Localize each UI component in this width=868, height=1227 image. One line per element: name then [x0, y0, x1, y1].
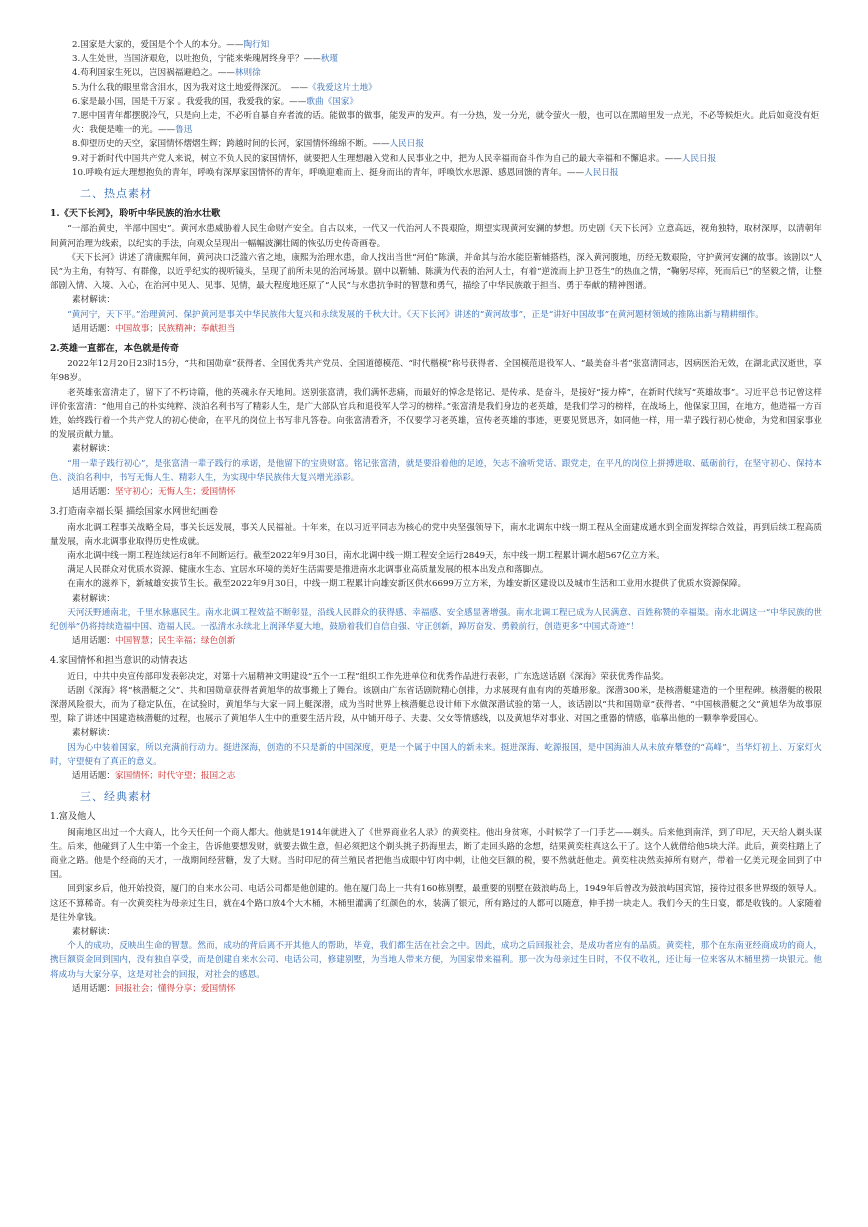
body-paragraph: 在南水的滋养下，新城雄安拔节生长。截至2022年9月30日，中线一期工程累计向雄安新区供水6699万立方米，为雄安新区建设以及城市生活和工业用水提供了优质水资源保障。	[67, 579, 747, 590]
topic-line	[50, 485, 822, 499]
item-number: 2.	[50, 343, 60, 355]
body-paragraph: 南水北调中线一期工程连续运行8年不间断运行。截至2022年9月30日，南水北调中线一期工程安全运行2849天，东中线一期工程累计调水超567亿立方米。	[67, 550, 665, 561]
interpretation-text: 个人的成功，反映出生命的智慧。然而，成功的背后离不开其他人的帮助，毕竟，我们都生活在社会之中。因此，成功之后回报社会，是成功者应有的品质。黄奕柱，那个在东南亚经商成功的商人，携巨额资金回到国内，没有独自享受，而是创建自来水公司、电话公司，修建别墅，为当地人带来方便，为国家带来福利。那一次为母亲过生日时，不仅不收礼，还让每一位来客从木桶里捞一块银元。他将成功与大家分享，这是对社会的回报，对社会的感恩。	[50, 941, 822, 980]
body-paragraph: 满足人民群众对优质水资源、健康水生态、宜居水环境的美好生活需要是推进南水北调事业高质量发展的根本出发点和落脚点。	[67, 565, 549, 576]
section-heading: 三、经典素材	[80, 790, 152, 804]
topic-label: 适用话题：	[72, 770, 115, 781]
quote-item	[50, 66, 822, 80]
topic-label: 适用话题：	[72, 323, 115, 334]
interpretation-text: 天河沃野通南北，千里水脉惠民生。南水北调工程效益不断彰显，沿线人民群众的获得感、幸福感、安全感显著增强。南水北调工程已成为人民满意、百姓称赞的幸福渠。南水北调这一“中华民族的世纪创举”仍将持续造福中国、造福人民。一泓清水永续北上润泽华夏大地，鼓励着我们自信自强、守正创新，踔厉奋发、勇毅前行，创造更多“中国式奇迹”！	[50, 607, 822, 632]
quote-item	[50, 152, 822, 166]
body-paragraph: 南水北调工程事关战略全局，事关长远发展，事关人民福祉。十年来，在以习近平同志为核心的党中央坚强领导下，南水北调东中线一期工程从全面建成通水到全面发挥综合效益，再到后续工程高质量发展，南水北调事业取得历史性成就。	[50, 522, 822, 547]
body-paragraph: 话剧《深海》将“核潜艇之父”、共和国勋章获得者黄旭华的故事搬上了舞台。该剧由广东省话剧院精心创排，力求展现有血有肉的英雄形象。深潜300米，是核潜艇建造的一个里程碑。核潜艇的极限深潜风险很大，而为了稳定队伍，在试验时，黄旭华与大家一同上艇深潜，成为当时世界上核潜艇总设计师下水做深潜试验的第一人，该话剧以“共和国勋章”获得者、“中国核潜艇之父”黄旭华为故事原型，除了讲述中国建造核潜艇的过程，也展示了黄旭华人生中的重要生活片段，从中铺开母子、夫妻、父女等情感线，以及黄旭华对事业、对国之重器的情感，临摹出他的一颗拳拳爱国心。	[50, 685, 822, 725]
topic-line	[50, 634, 822, 648]
quotes-list	[50, 38, 822, 180]
interpretation-label: 素材解读：	[72, 926, 115, 937]
quote-text: 3.人生处世，当国济艰危，以吐抱负，宁能来柴瑰屑终身乎？——	[72, 54, 321, 65]
topic-label: 适用话题：	[72, 487, 115, 498]
body-paragraph: 近日，中共中央宣传部印发表彰决定，对第十六届精神文明建设“五个一工程”组织工作先进单位和优秀作品进行表彰，广东选送话剧《深海》荣获优秀作品奖。	[67, 671, 669, 682]
quote-item	[50, 166, 822, 180]
interpretation-label: 素材解读：	[72, 444, 115, 455]
quote-source: 秋瑾	[320, 54, 339, 65]
item-title: 打造南幸福长渠 描绘国家水网世纪画卷	[58, 506, 218, 518]
interpretation-text: 因为心中装着国家，所以充满前行动力。挺进深海，创造的不只是新的中国深度，更是一个属于中国人的新未来。挺进深海、屹源报国，是中国海油人从未放弃攀登的“高峰”，当华灯初上、万家灯火时，守望便有了真正的意义。	[50, 742, 822, 767]
quote-item	[50, 95, 822, 109]
quote-text: 2.国家是大家的，爱国是个个人的本分。——	[72, 40, 244, 50]
quote-source: 林则徐	[234, 68, 261, 79]
quote-source: 陶行知	[243, 40, 270, 50]
interpretation-label: 素材解读：	[72, 593, 115, 604]
item-heading	[50, 342, 822, 356]
quote-item	[50, 109, 822, 137]
quote-item	[50, 52, 822, 66]
item-title: 家国情怀和担当意识的动情表达	[58, 655, 188, 667]
quote-text: 7.愿中国青年都摆脱冷气，只是向上走，不必听自暴自弃者流的话。能做事的做事，能发声的发声。有一分热，发一分光，就令萤火一般，也可以在黑暗里发一点光，不必等候炬火。此后如竟没有炬火：我便是唯一的光。——	[72, 111, 820, 136]
item-heading	[50, 654, 822, 668]
quote-source: 《我爱这片土地》	[307, 82, 377, 93]
quote-text: 9.对于新时代中国共产党人来说，树立不负人民的家国情怀，就要把人生理想融入党和人民事业之中，把为人民幸福而奋斗作为自己的最大幸福和不懈追求。——	[72, 153, 682, 164]
item-number: 3.	[50, 506, 59, 518]
quote-item	[50, 38, 822, 52]
material-item	[50, 810, 822, 996]
item-number: 1.	[50, 811, 59, 823]
section-heading: 二、热点素材	[80, 187, 152, 201]
body-paragraph: 2022年12月20日23时15分，“共和国勋章”获得者、全国优秀共产党员、全国道德模范、“时代楷模”称号获得者、全国模范退役军人、“最美奋斗者”张富清同志，因病医治无效，在湖北武汉逝世，享年98岁。	[50, 359, 822, 384]
item-number: 1.	[50, 208, 60, 220]
topic-value: 回报社会；懂得分享；爱国情怀	[114, 983, 236, 994]
body-paragraph: “一部治黄史，半部中国史”。黄河水患威胁着人民生命财产安全。自古以来，一代又一代治河人不畏艰险，期望实现黄河安澜的梦想。历史剧《天下长河》立意高远，视角独特，取材深厚，以清朝年间黄河治理为线索，以纪实的手法，向观众呈现出一幅幅波澜壮阔的恢弘历史传奇画卷。	[50, 224, 822, 249]
topic-value: 中国智慧；民生幸福；绿色创新	[114, 636, 236, 647]
material-item	[50, 654, 822, 783]
quote-text: 6.家是最小国，国是千万家 。我爱我的国，我爱我的家。——	[72, 96, 307, 107]
interpretation-label: 素材解读：	[72, 728, 115, 739]
topic-line	[50, 769, 822, 783]
material-item	[50, 207, 822, 336]
quote-item	[50, 81, 822, 95]
topic-line	[50, 982, 822, 996]
item-title: 富及他人	[58, 811, 96, 823]
item-heading	[50, 207, 822, 221]
topic-label: 适用话题：	[72, 636, 115, 647]
topic-value: 家国情怀；时代守望；报国之志	[114, 770, 236, 781]
quote-text: 4.苟利国家生死以，岂因祸福避趋之。——	[72, 68, 235, 79]
quote-source: 鲁迅	[175, 125, 193, 136]
item-title: 英雄一直都在，本色就是传奇	[59, 343, 180, 355]
quote-item	[50, 137, 822, 151]
quote-source: 人民日报	[584, 167, 619, 178]
body-paragraph: 老英雄张富清走了，留下了不朽诗篇，他的英魂永存天地间。送别张富清，我们满怀悲痛，而最好的悼念是铭记、是传承、是奋斗，是接好“接力棒”，在新时代续写“英雄故事”。习近平总书记曾这样评价张富清：“他用自己的朴实纯粹、淡泊名利书写了精彩人生，是广大部队官兵和退役军人学习的榜样。”张富清是我们身边的老英雄，是我们学习的榜样，在战场上，他保家卫国，在地方，他造福一方百姓，始终践行着一个共产党人的初心使命，在平凡的岗位上书写非凡答卷。向张富清看齐，不仅要学习老英雄，宣传老英雄的事迹，更要见贤思齐，如同他一样，用一辈子践行初心使命，为党和国家事业的发展贡献力量。	[50, 387, 822, 441]
topic-value: 坚守初心；无悔人生；爱国情怀	[114, 487, 236, 498]
quote-source: 人民日报	[681, 153, 717, 164]
item-heading	[50, 505, 822, 519]
body-paragraph: 闽南地区出过一个大商人，比今天任何一个商人都大。他就是1914年就进入了《世界商业名人录》的黄奕柱。他出身贫寒，小时候学了一门手艺——剃头。后来他到南洋，到了印尼，天天给人剃头谋生。后来，他碰到了人生中第一个金主，告诉他要想发财，就要去做生意，但必须把这个剃头挑子扔海里去，断了走回头路的念想，结果黄奕柱真这么干了。这个人就借给他5块大洋。此后，黄奕柱踏上了商业之路。他是个经商的天才，一战期间经营糖，发了大财。当时印尼的荷兰殖民者把他当成眼中钉肉中刺，让他交巨额的税，要不然就赶他走。黄奕柱决然卖掉所有财产，带着一亿美元现金回到了中国。	[50, 827, 822, 881]
material-item	[50, 505, 822, 648]
body-paragraph: 《天下长河》讲述了清康熙年间，黄河决口泛滥六省之地，康熙为治理水患，命人找出当世“河伯”陈潢，并命其与治水能臣靳辅搭档，深入黄河腹地，历经无数艰险，守护黄河安澜的故事。该剧以“人民”为主角，有特写、有群像，以近乎纪实的视听镜头，呈现了前所未见的治河场景。剧中以靳辅、陈潢为代表的治河人士，有着“逆流而上护卫苍生”的热血之情，“鞠躬尽瘁，死而后已”的坚毅之情，让整部剧入情、入境、入心，在治河中见人、见事、见情，最大程度地还原了“人民”与水患抗争时的智慧和勇气，描绘了中华民族敢于担当、勇于奉献的精神图谱。	[50, 252, 822, 292]
interpretation-label: 素材解读：	[72, 295, 115, 306]
item-number: 4.	[50, 655, 59, 667]
quote-text: 8.仰望历史的天空，家国情怀熠熠生辉；跨越时间的长河，家国情怀绵绵不断。——	[72, 139, 390, 150]
item-title: 《天下长河》，聆听中华民族的治水壮歌	[59, 208, 221, 220]
document-page	[50, 38, 822, 1002]
quote-source: 人民日报	[389, 139, 424, 150]
material-item	[50, 342, 822, 499]
topic-label: 适用话题：	[72, 983, 115, 994]
topic-line	[50, 322, 822, 336]
item-heading	[50, 810, 822, 824]
topic-value: 中国故事；民族精神；奉献担当	[114, 323, 236, 334]
quote-text: 10.呼唤有远大理想抱负的青年，呼唤有深厚家国情怀的青年，呼唤迎难而上、挺身而出的青年，呼唤饮水思源、感恩回馈的青年。——	[72, 167, 585, 178]
quote-source: 歌曲《国家》	[306, 96, 358, 107]
interpretation-text: “用一辈子践行初心”，是张富清一辈子践行的承诺，是他留下的宝贵财富。铭记张富清，就是要沿着他的足迹，矢志不渝听党话、跟党走，在平凡的岗位上拼搏进取、砥砺前行，在坚守初心、保持本色、淡泊名利中，书写无悔人生、精彩人生，为实现中华民族伟大复兴增光添彩。	[50, 458, 822, 483]
body-paragraph: 回到家乡后，他开始投资，厦门的自来水公司、电话公司都是他创建的。他在厦门岛上一共有160栋别墅，最重要的别墅在鼓浪屿岛上，1949年后曾改为鼓浪屿国宾馆，接待过很多世界级的领导人。这还不算稀奇。有一次黄奕柱为母亲过生日，就在4个路口放4个大木桶，木桶里灌满了红颜色的水，装满了银元，所有路过的人都可以随意，伸手捞一块走人。我们今天的生日宴，都是收钱的。人家随着是往外拿钱。	[50, 884, 822, 923]
quote-text: 5.为什么我的眼里常含泪水，因为我对这土地爱得深沉。 ——	[72, 82, 308, 93]
interpretation-text: “黄河宁，天下平。”治理黄河、保护黄河是事关中华民族伟大复兴和永续发展的千秋大计。《天下长河》讲述的“黄河故事”，正是“讲好中国故事”在黄河题材领域的推陈出新与精耕细作。	[67, 309, 764, 320]
